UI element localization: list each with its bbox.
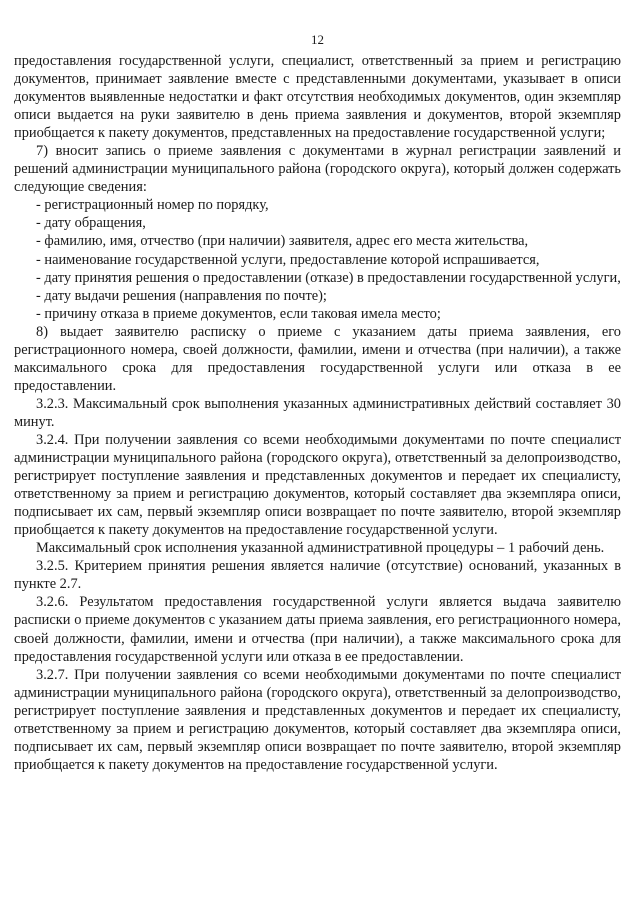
list-item-refusal-reason: - причину отказа в приеме документов, если таковая имела место; [36,305,441,322]
paragraph-3-2-4: 3.2.4. При получении заявления со всеми необходимыми документами по почте специалист администрации муниципального района (городского округа), ответственный за делопроизводство, регистрирует поступление заявления и представленных документов и передает их специалисту, ответственному за прием и регистрацию документов, который составляет два экземпляра описи, подписывает их сам, первый экземпляр описи возвращает по почте заявителю, второй экземпляр приобщается к пакету документов на предоставление государственной услуги. [14,431,621,539]
paragraph-max-term: Максимальный срок исполнения указанной административной процедуры – 1 рабочий день. [36,540,605,557]
document-body [14,52,621,774]
paragraph-3-2-7: 3.2.7. При получении заявления со всеми необходимыми документами по почте специалист администрации муниципального района (городского округа), ответственный за делопроизводство, регистрирует поступление заявления и представленных документов и передает их специалисту, ответственному за прием и регистрацию документов, который составляет два экземпляра описи, подписывает их сам, первый экземпляр описи возвращает по почте заявителю, второй экземпляр приобщается к пакету документов на предоставление государственной услуги. [14,666,621,773]
list-item-applicant-name: - фамилию, имя, отчество (при наличии) заявителя, адрес его места жительства, [36,233,529,250]
paragraph-item-7: 7) вносит запись о приеме заявления с документами в журнал регистрации заявлений и решений администрации муниципального района (городского округа), который должен содержать следующие сведения: [14,143,621,196]
paragraph-continuation: предоставления государственной услуги, специалист, ответственный за прием и регистрацию документов, принимает заявление вместе с представленными документами, указывает в описи документов выявленные недостатки и факт отсутствия необходимых документов, один экземпляр описи выдается на руки заявителю в день приема заявления и документов, второй экземпляр приобщается к пакету документов, представленных на предоставление государственной услуги; [14,53,621,142]
paragraph-item-8: 8) выдает заявителю расписку о приеме с указанием даты приема заявления, его регистрационного номера, своей должности, фамилии, имени и отчества (при наличии), а также максимального срока для предоставления государственной услуги или отказа в ее предоставлении. [14,323,621,394]
document-page [14,0,621,905]
list-item-request-date: - дату обращения, [36,215,146,232]
paragraph-3-2-6: 3.2.6. Результатом предоставления государственной услуги является выдача заявителю расписки о приеме документов с указанием даты приема заявления, его регистрационного номера, своей должности, фамилии, имени и отчества (при наличии), а также максимального срока для предоставления государственной услуги или отказа в ее предоставлении. [14,594,621,665]
list-item-decision-date: - дату принятия решения о предоставлении (отказе) в предоставлении государственной услуги, [36,269,621,286]
paragraph-3-2-5: 3.2.5. Критерием принятия решения является наличие (отсутствие) оснований, указанных в пункте 2.7. [14,558,621,593]
list-item-service-name: - наименование государственной услуги, предоставление которой испрашивается, [36,251,540,268]
list-item-issue-date: - дату выдачи решения (направления по почте); [36,287,327,304]
paragraph-3-2-3: 3.2.3. Максимальный срок выполнения указанных административных действий составляет 30 минут. [14,395,621,430]
page-number: 12 [311,32,324,47]
list-item-registration-number: - регистрационный номер по порядку, [36,197,269,214]
